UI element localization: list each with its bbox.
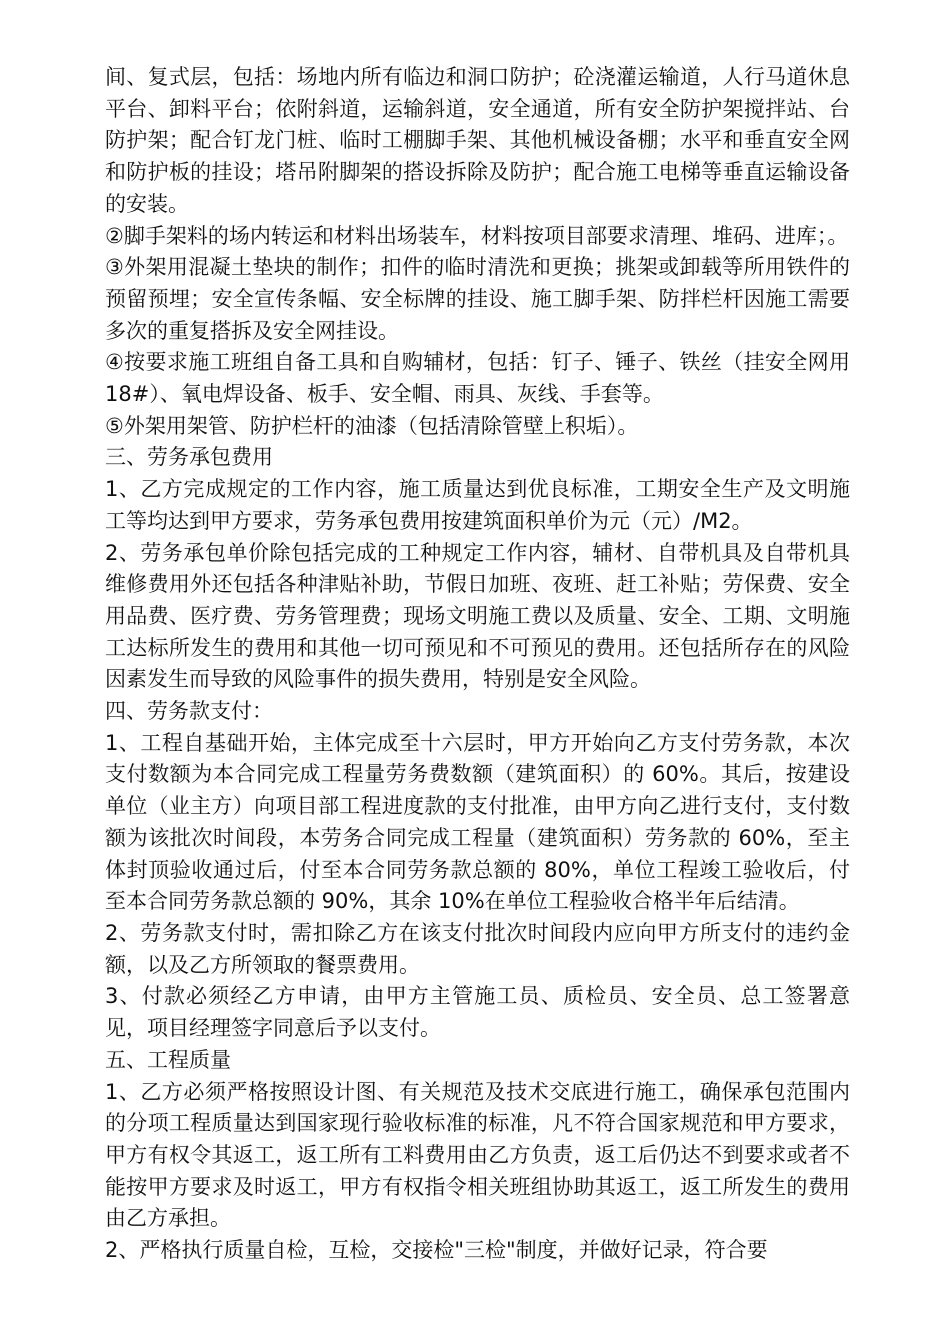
section-heading-3: 三、劳务承包费用 <box>105 445 273 470</box>
paragraph-item-5: ⑤外架用架管、防护栏杆的油漆（包括清除管壁上积垢）。 <box>105 413 639 438</box>
paragraph-item-3: ③外架用混凝土垫块的制作；扣件的临时清洗和更换；挑架或卸载等所用铁件的预留预埋；安全宣传条幅、安全标牌的挂设、施工脚手架、防拌栏杆因施工需要多次的重复搭拆及安全网挂设。 <box>105 255 850 343</box>
paragraph-3-1: 1、乙方完成规定的工作内容，施工质量达到优良标准，工期安全生产及文明施工等均达到甲方要求，劳务承包费用按建筑面积单价为元（元）/M2。 <box>105 477 850 533</box>
paragraph-scope-continued: 间、复式层，包括：场地内所有临边和洞口防护；砼浇灌运输道，人行马道休息平台、卸料平台；依附斜道，运输斜道，安全通道，所有安全防护架搅拌站、台防护架；配合钉龙门桩、临时工棚脚手架、其他机械设备棚；水平和垂直安全网和防护板的挂设；塔吊附脚架的搭设拆除及防护；配合施工电梯等垂直运输设备的安装。 <box>105 65 850 216</box>
document-page <box>105 62 850 1267</box>
paragraph-4-1: 1、工程自基础开始，主体完成至十六层时，甲方开始向乙方支付劳务款，本次支付数额为本合同完成工程量劳务费数额（建筑面积）的 60%。其后，按建设单位（业主方）向项目部工程进度款的支付批准，由甲方向乙进行支付，支付数额为该批次时间段，本劳务合同完成工程量（建筑面积）劳务款的 60%，至主体封顶验收通过后，付至本合同劳务款总额的 80%，单位工程竣工验收后，付至本合同劳务款总额的 90%，其余 10%在单位工程验收合格半年后结清。 <box>105 730 850 914</box>
paragraph-5-1: 1、乙方必须严格按照设计图、有关规范及技术交底进行施工，确保承包范围内的分项工程质量达到国家现行验收标准的标准，凡不符合国家规范和甲方要求，甲方有权令其返工，返工所有工料费用由乙方负责，返工后仍达不到要求或者不能按甲方要求及时返工，甲方有权指令相关班组协助其返工，返工所发生的费用由乙方承担。 <box>105 1079 850 1231</box>
paragraph-5-2: 2、严格执行质量自检，互检，交接检"三检"制度，并做好记录，符合要 <box>105 1238 768 1263</box>
paragraph-item-4: ④按要求施工班组自备工具和自购辅材，包括：钉子、锤子、铁丝（挂安全网用 18#）、氧电焊设备、板手、安全帽、雨具、灰线、手套等。 <box>105 350 850 407</box>
paragraph-4-3: 3、付款必须经乙方申请，由甲方主管施工员、质检员、安全员、总工签署意见，项目经理签字同意后予以支付。 <box>105 984 850 1041</box>
paragraph-4-2: 2、劳务款支付时，需扣除乙方在该支付批次时间段内应向甲方所支付的违约金额，以及乙方所领取的餐票费用。 <box>105 920 850 977</box>
section-heading-4: 四、劳务款支付： <box>105 699 273 724</box>
paragraph-item-2: ②脚手架料的场内转运和材料出场装车，材料按项目部要求清理、堆码、进库；。 <box>105 223 849 248</box>
section-heading-5: 五、工程质量 <box>105 1047 231 1072</box>
paragraph-3-2: 2、劳务承包单价除包括完成的工种规定工作内容，辅材、自带机具及自带机具维修费用外还包括各种津贴补助，节假日加班、夜班、赶工补贴；劳保费、安全用品费、医疗费、劳务管理费；现场文明施工费以及质量、安全、工期、文明施工达标所发生的费用和其他一切可预见和不可预见的费用。还包括所存在的风险因素发生而导致的风险事件的损失费用，特别是安全风险。 <box>105 540 850 692</box>
